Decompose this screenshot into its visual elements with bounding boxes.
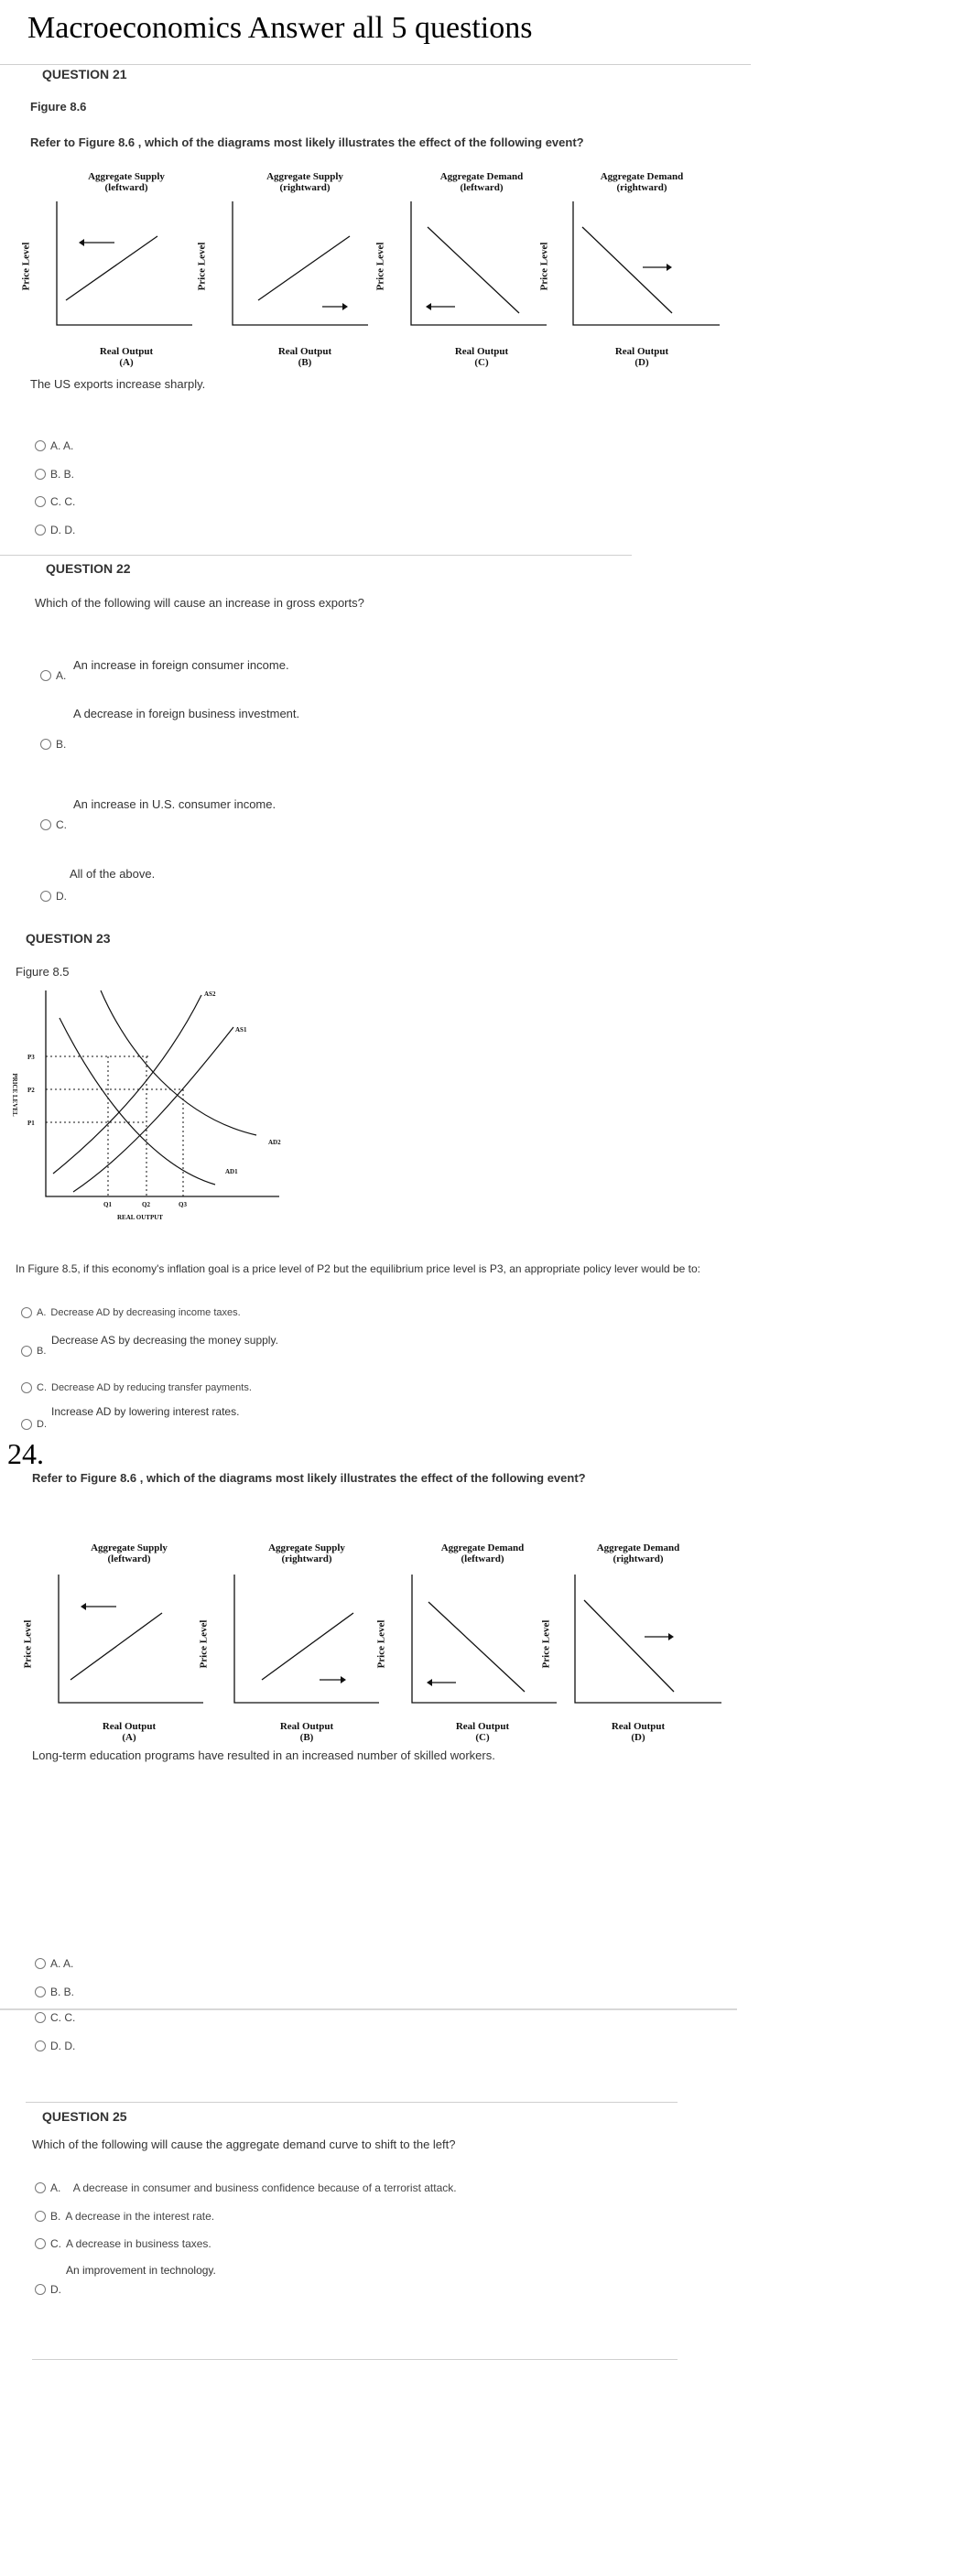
panel-c-xlabel: Real Output (C) bbox=[455, 1721, 510, 1743]
p2-label: P2 bbox=[27, 1087, 35, 1094]
option-d-text: Increase AD by lowering interest rates. bbox=[51, 1405, 240, 1418]
question-23-heading: QUESTION 23 bbox=[26, 931, 111, 946]
panel-b-xlabel: Real Output (B) bbox=[279, 1721, 334, 1743]
option-d-text: An improvement in technology. bbox=[66, 2264, 216, 2277]
option-d[interactable]: D. bbox=[40, 890, 67, 903]
panel-b-ylabel: Price Level bbox=[196, 242, 208, 291]
radio-button[interactable] bbox=[21, 1419, 32, 1430]
option-a[interactable]: A. Decrease AD by decreasing income taxes. bbox=[21, 1307, 241, 1318]
ad1-label: AD1 bbox=[225, 1168, 238, 1175]
panel-d-xlabel: Real Output (D) bbox=[611, 1721, 666, 1743]
divider bbox=[0, 64, 751, 65]
option-b[interactable]: B. bbox=[21, 1346, 46, 1357]
as-ad-graph bbox=[9, 981, 302, 1233]
event-text: The US exports increase sharply. bbox=[30, 377, 206, 391]
panel-c-xlabel: Real Output (C) bbox=[454, 346, 509, 368]
question-prompt: Refer to Figure 8.6 , which of the diagrams most likely illustrates the effect of the following event? bbox=[32, 1471, 586, 1485]
radio-button[interactable] bbox=[21, 1346, 32, 1357]
panel-d-graph bbox=[562, 201, 727, 330]
panel-a-title: Aggregate Supply (leftward) bbox=[88, 171, 165, 193]
figure-8-6-q24 bbox=[0, 1538, 732, 1758]
question-25-heading: QUESTION 25 bbox=[42, 2109, 127, 2124]
divider bbox=[32, 2359, 678, 2360]
radio-button[interactable] bbox=[35, 496, 46, 507]
p3-label: P3 bbox=[27, 1054, 35, 1061]
divider bbox=[0, 2008, 737, 2010]
radio-button[interactable] bbox=[35, 440, 46, 451]
panel-a-ylabel: Price Level bbox=[20, 242, 32, 291]
figure-label: Figure 8.5 bbox=[16, 965, 70, 979]
radio-button[interactable] bbox=[35, 525, 46, 536]
option-d[interactable]: D. D. bbox=[35, 2040, 75, 2052]
option-d[interactable]: D. bbox=[21, 1419, 47, 1430]
panel-b-ylabel: Price Level bbox=[198, 1619, 210, 1669]
panel-d-graph bbox=[564, 1575, 729, 1712]
option-c-text: An increase in U.S. consumer income. bbox=[73, 797, 276, 811]
divider bbox=[0, 555, 632, 556]
figure-label: Figure 8.6 bbox=[30, 100, 87, 114]
panel-d-ylabel: Price Level bbox=[538, 242, 550, 291]
figure-8-5 bbox=[9, 981, 302, 1233]
question-prompt: In Figure 8.5, if this economy's inflation goal is a price level of P2 but the equilibrium price level is P3, an appropriate policy lever would be to: bbox=[16, 1262, 701, 1275]
panel-a-title: Aggregate Supply (leftward) bbox=[91, 1542, 168, 1564]
radio-button[interactable] bbox=[35, 2012, 46, 2023]
panel-d-title: Aggregate Demand (rightward) bbox=[600, 171, 684, 193]
option-a[interactable]: A. A. bbox=[35, 439, 73, 452]
panel-b-graph bbox=[222, 201, 377, 330]
panel-c-ylabel: Price Level bbox=[375, 1619, 387, 1669]
panel-b-xlabel: Real Output (B) bbox=[277, 346, 332, 368]
radio-button[interactable] bbox=[40, 670, 51, 681]
panel-d-xlabel: Real Output (D) bbox=[614, 346, 669, 368]
p1-label: P1 bbox=[27, 1120, 35, 1127]
option-d[interactable]: D. D. bbox=[35, 524, 75, 536]
y-axis-label: PRICE LEVEL bbox=[11, 1073, 18, 1117]
radio-button[interactable] bbox=[40, 739, 51, 750]
radio-button[interactable] bbox=[35, 2284, 46, 2295]
q1-label: Q1 bbox=[103, 1201, 112, 1208]
q2-label: Q2 bbox=[142, 1201, 150, 1208]
option-b-text: Decrease AS by decreasing the money supply. bbox=[51, 1334, 278, 1347]
option-b[interactable]: B. B. bbox=[35, 1986, 74, 1998]
radio-button[interactable] bbox=[35, 1986, 46, 1997]
radio-button[interactable] bbox=[35, 1958, 46, 1969]
panel-a-ylabel: Price Level bbox=[22, 1619, 34, 1669]
panel-a-xlabel: Real Output (A) bbox=[99, 346, 154, 368]
question-24-number: 24. bbox=[7, 1437, 44, 1470]
radio-button[interactable] bbox=[35, 2040, 46, 2051]
option-a[interactable]: A. bbox=[40, 669, 66, 682]
option-a[interactable]: A. A. bbox=[35, 1957, 73, 1970]
panel-a-xlabel: Real Output (A) bbox=[102, 1721, 157, 1743]
panel-d-ylabel: Price Level bbox=[540, 1619, 552, 1669]
event-text: Long-term education programs have resulted in an increased number of skilled workers. bbox=[32, 1748, 495, 1762]
ad2-label: AD2 bbox=[268, 1139, 281, 1146]
option-c[interactable]: C. bbox=[40, 818, 67, 831]
option-b[interactable]: B. B. bbox=[35, 468, 74, 481]
option-c[interactable]: C. C. bbox=[35, 2011, 75, 2024]
panel-c-title: Aggregate Demand (leftward) bbox=[440, 1542, 525, 1564]
question-prompt: Which of the following will cause an increase in gross exports? bbox=[35, 596, 364, 610]
panel-a-graph bbox=[46, 201, 201, 330]
question-21-heading: QUESTION 21 bbox=[42, 67, 127, 81]
radio-button[interactable] bbox=[21, 1382, 32, 1393]
q3-label: Q3 bbox=[179, 1201, 187, 1208]
option-b-text: A decrease in foreign business investment. bbox=[73, 707, 300, 720]
radio-button[interactable] bbox=[35, 2182, 46, 2193]
option-a-text: An increase in foreign consumer income. bbox=[73, 658, 289, 672]
question-prompt: Which of the following will cause the aggregate demand curve to shift to the left? bbox=[32, 2138, 456, 2151]
option-c[interactable]: C. Decrease AD by reducing transfer payments. bbox=[21, 1382, 252, 1393]
divider bbox=[26, 2102, 678, 2103]
panel-a-graph bbox=[48, 1575, 212, 1712]
x-axis-label: REAL OUTPUT bbox=[117, 1214, 163, 1221]
figure-8-6-q21 bbox=[0, 167, 732, 382]
option-a[interactable]: A. A decrease in consumer and business confidence because of a terrorist attack. bbox=[35, 2181, 457, 2194]
panel-c-graph bbox=[400, 201, 556, 330]
option-d[interactable]: D. bbox=[35, 2283, 61, 2296]
panel-b-title: Aggregate Supply (rightward) bbox=[268, 1542, 345, 1564]
option-c[interactable]: C. C. bbox=[35, 495, 75, 508]
panel-c-ylabel: Price Level bbox=[374, 242, 386, 291]
option-b[interactable]: B. A decrease in the interest rate. bbox=[35, 2210, 214, 2223]
panel-b-title: Aggregate Supply (rightward) bbox=[266, 171, 343, 193]
panel-c-title: Aggregate Demand (leftward) bbox=[439, 171, 524, 193]
radio-button[interactable] bbox=[35, 2211, 46, 2222]
as2-label: AS2 bbox=[204, 990, 216, 998]
as1-label: AS1 bbox=[235, 1026, 247, 1034]
radio-button[interactable] bbox=[40, 819, 51, 830]
option-b[interactable]: B. bbox=[40, 738, 66, 751]
question-22-heading: QUESTION 22 bbox=[46, 561, 131, 576]
option-d-text: All of the above. bbox=[70, 867, 156, 881]
radio-button[interactable] bbox=[40, 891, 51, 902]
question-prompt: Refer to Figure 8.6 , which of the diagrams most likely illustrates the effect of the following event? bbox=[30, 135, 584, 149]
radio-button[interactable] bbox=[35, 469, 46, 480]
radio-button[interactable] bbox=[35, 2238, 46, 2249]
option-c[interactable]: C. A decrease in business taxes. bbox=[35, 2237, 211, 2250]
page-title: Macroeconomics Answer all 5 questions bbox=[27, 11, 533, 45]
radio-button[interactable] bbox=[21, 1307, 32, 1318]
panel-b-graph bbox=[223, 1575, 388, 1712]
panel-d-title: Aggregate Demand (rightward) bbox=[596, 1542, 680, 1564]
